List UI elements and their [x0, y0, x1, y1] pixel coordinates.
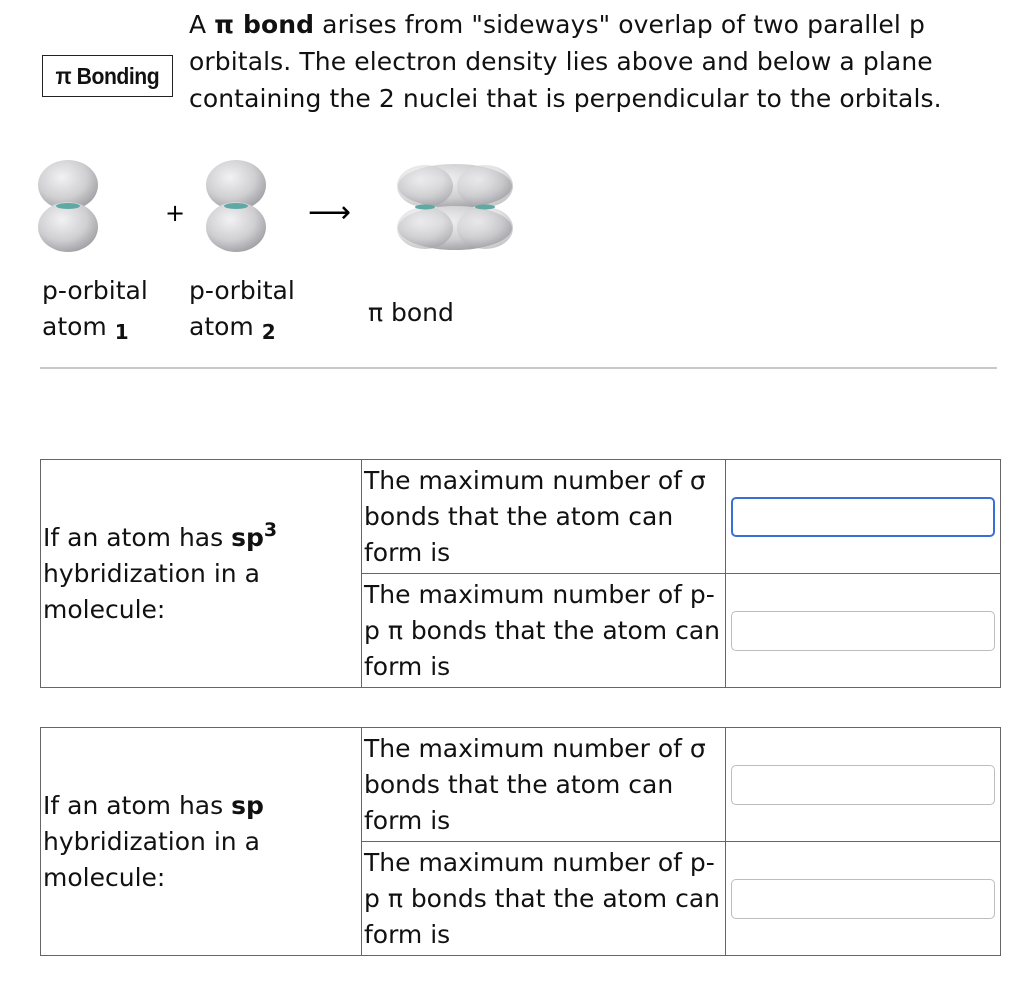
answer-cell	[726, 728, 1001, 842]
sp3-sigma-answer-input[interactable]	[731, 497, 995, 537]
condition-cell	[41, 728, 362, 956]
sp-sigma-answer-input[interactable]	[731, 765, 995, 805]
answer-cell	[726, 460, 1001, 574]
hybrid-text: sp	[231, 522, 264, 552]
table-row	[41, 728, 1001, 842]
caption-pi-bond: π bond	[368, 298, 454, 327]
caption-atom-2	[189, 273, 295, 350]
caption-1-line-1: p-orbital	[42, 276, 148, 305]
condition-suffix: hybridization in a molecule:	[43, 558, 260, 624]
sp-pi-answer-input[interactable]	[731, 879, 995, 919]
orbital-diagram	[0, 150, 560, 270]
question-pi-text: The maximum number of p-p π bonds that the atom can form is	[362, 574, 726, 688]
caption-2-line-2: atom	[189, 312, 254, 341]
arrow-icon: ⟶	[308, 195, 352, 230]
condition-prefix: If an atom has	[43, 522, 232, 552]
question-table-sp	[40, 727, 1001, 956]
pi-bond-icon	[397, 164, 513, 250]
table-row	[41, 460, 1001, 574]
p-orbital-atom-2-icon	[206, 160, 266, 252]
condition-cell	[41, 460, 362, 688]
answer-cell	[726, 842, 1001, 956]
plus-sign: +	[165, 199, 186, 227]
condition-suffix: hybridization in a molecule:	[43, 826, 260, 892]
question-sigma-text: The maximum number of σ bonds that the atom can form is	[362, 460, 726, 574]
section-divider	[40, 367, 997, 369]
intro-text-1: A	[189, 10, 215, 39]
intro-bond-word: bond	[234, 10, 315, 39]
badge-label: π Bonding	[55, 62, 160, 89]
intro-pi-symbol: π	[214, 10, 235, 39]
caption-atom-1	[42, 273, 148, 350]
caption-2-line-1: p-orbital	[189, 276, 295, 305]
caption-2-subscript: 2	[261, 320, 276, 344]
caption-1-subscript: 1	[114, 320, 129, 344]
hybrid-superscript: 3	[263, 518, 278, 541]
question-table-sp3	[40, 459, 1001, 688]
caption-1-line-2: atom	[42, 312, 107, 341]
p-orbital-atom-1-icon	[38, 160, 98, 252]
answer-cell	[726, 574, 1001, 688]
question-pi-text: The maximum number of p-p π bonds that the atom can form is	[362, 842, 726, 956]
pi-bonding-badge	[42, 55, 173, 97]
intro-text-2: arises from "sideways" overlap of two parallel p orbitals. The electron density lies above and below a plane containing the 2 nuclei that is perpendicular to the orbitals.	[189, 10, 942, 113]
intro-paragraph	[189, 6, 1009, 117]
sp3-pi-answer-input[interactable]	[731, 611, 995, 651]
condition-prefix: If an atom has	[43, 790, 232, 820]
hybridization-label: sp	[231, 790, 264, 820]
hybridization-label	[231, 518, 278, 552]
question-sigma-text: The maximum number of σ bonds that the atom can form is	[362, 728, 726, 842]
